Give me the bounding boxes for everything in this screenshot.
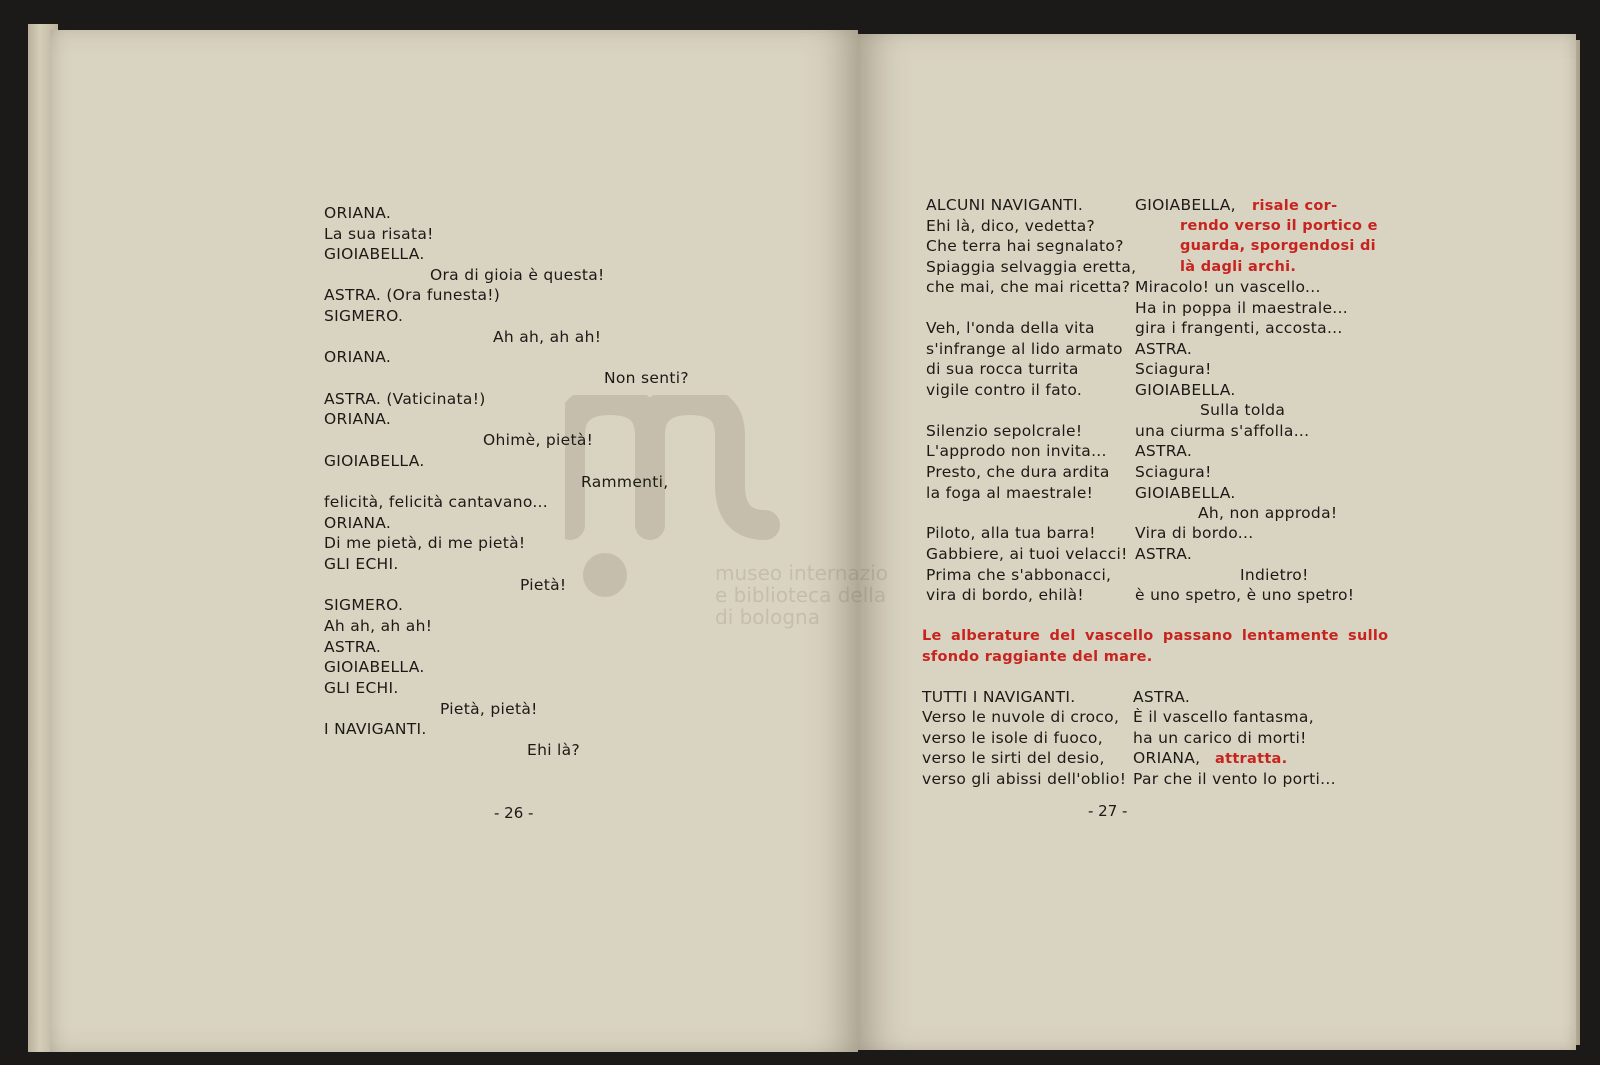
- text-line: Prima che s'abbonacci,: [926, 566, 1112, 584]
- text-line: una ciurma s'affolla...: [1135, 422, 1310, 440]
- text-line: Spiaggia selvaggia eretta,: [926, 258, 1137, 276]
- page-number: - 26 -: [494, 804, 534, 822]
- stage-direction: Le alberature del vascello passano lentamente sullo: [922, 628, 1389, 644]
- text-line: ORIANA.: [324, 204, 392, 222]
- text-line: Sulla tolda: [1200, 401, 1286, 419]
- text-line: È il vascello fantasma,: [1133, 708, 1314, 726]
- text-line: vigile contro il fato.: [926, 381, 1083, 399]
- text-line: ASTRA.: [1135, 442, 1193, 460]
- text-line: Verso le nuvole di croco,: [922, 708, 1120, 726]
- text-line: ASTRA.: [324, 638, 382, 656]
- text-line: Rammenti,: [581, 473, 669, 491]
- text-line: Veh, l'onda della vita: [926, 319, 1095, 337]
- text-line: felicità, felicità cantavano...: [324, 493, 549, 511]
- text-line: ASTRA.: [1133, 688, 1191, 706]
- text-line: Par che il vento lo porti...: [1133, 770, 1336, 788]
- text-line: La sua risata!: [324, 225, 434, 243]
- text-line: GLI ECHI.: [324, 555, 399, 573]
- text-line: gira i frangenti, accosta...: [1135, 319, 1343, 337]
- text-line: Ah ah, ah ah!: [324, 617, 433, 635]
- text-line: Ehi là?: [527, 741, 580, 759]
- text-line: ORIANA.: [324, 514, 392, 532]
- text-line: Indietro!: [1240, 566, 1309, 584]
- watermark-line: e biblioteca della: [715, 583, 887, 607]
- character-name: GIOIABELLA,: [1135, 196, 1236, 214]
- text-line: ASTRA.: [1135, 340, 1193, 358]
- text-line: Piloto, alla tua barra!: [926, 524, 1096, 542]
- text-line: Presto, che dura ardita: [926, 463, 1110, 481]
- text-line: GIOIABELLA.: [1135, 484, 1236, 502]
- stage-direction: guarda, sporgendosi di: [1180, 238, 1376, 254]
- text-line: ASTRA. (Vaticinata!): [324, 390, 486, 408]
- stage-direction: sfondo raggiante del mare.: [922, 649, 1153, 665]
- text-line: Ehi là, dico, vedetta?: [926, 217, 1096, 235]
- text-line: Sciagura!: [1135, 463, 1212, 481]
- text-line: di sua rocca turrita: [926, 360, 1079, 378]
- museum-watermark: [565, 395, 925, 635]
- text-line: ha un carico di morti!: [1133, 729, 1307, 747]
- text-line: Ah, non approda!: [1198, 504, 1338, 522]
- text-line: la foga al maestrale!: [926, 484, 1094, 502]
- text-line: SIGMERO.: [324, 596, 404, 614]
- text-line: Ohimè, pietà!: [483, 431, 594, 449]
- text-line: I NAVIGANTI.: [324, 720, 427, 738]
- text-line: vira di bordo, ehilà!: [926, 586, 1084, 604]
- text-line: che mai, che mai ricetta?: [926, 278, 1131, 296]
- text-line: GIOIABELLA.: [1135, 381, 1236, 399]
- watermark-line: di bologna: [715, 605, 820, 629]
- text-line: s'infrange al lido armato: [926, 340, 1123, 358]
- stage-direction: rendo verso il portico e: [1180, 218, 1378, 234]
- page-number: - 27 -: [1088, 802, 1128, 820]
- text-line: TUTTI I NAVIGANTI.: [922, 688, 1076, 706]
- stage-direction: attratta.: [1215, 751, 1288, 767]
- text-line: Vira di bordo...: [1135, 524, 1254, 542]
- text-line: L'approdo non invita...: [926, 442, 1107, 460]
- text-line: GIOIABELLA.: [324, 658, 425, 676]
- stage-direction: risale cor-: [1252, 198, 1338, 214]
- text-line: Che terra hai segnalato?: [926, 237, 1124, 255]
- character-name: ORIANA,: [1133, 749, 1201, 767]
- text-line: ASTRA.: [1135, 545, 1193, 563]
- text-line: Gabbiere, ai tuoi velacci!: [926, 545, 1128, 563]
- stage-direction: là dagli archi.: [1180, 259, 1297, 275]
- text-line: Ah ah, ah ah!: [493, 328, 602, 346]
- text-line: Ora di gioia è questa!: [430, 266, 605, 284]
- text-line: verso gli abissi dell'oblio!: [922, 770, 1127, 788]
- text-line: ALCUNI NAVIGANTI.: [926, 196, 1084, 214]
- text-line: Di me pietà, di me pietà!: [324, 534, 526, 552]
- text-line: Pietà, pietà!: [440, 700, 538, 718]
- text-line: Pietà!: [520, 576, 567, 594]
- text-line: GIOIABELLA.: [324, 452, 425, 470]
- text-line: Miracolo! un vascello...: [1135, 278, 1321, 296]
- text-line: verso le isole di fuoco,: [922, 729, 1103, 747]
- text-line: Sciagura!: [1135, 360, 1212, 378]
- text-line: SIGMERO.: [324, 307, 404, 325]
- text-line: Silenzio sepolcrale!: [926, 422, 1083, 440]
- right-page: [858, 34, 1576, 1050]
- text-line: è uno spetro, è uno spetro!: [1135, 586, 1355, 604]
- text-line: ORIANA.: [324, 410, 392, 428]
- text-line: Ha in poppa il maestrale...: [1135, 299, 1348, 317]
- text-line: GLI ECHI.: [324, 679, 399, 697]
- text-line: verso le sirti del desio,: [922, 749, 1105, 767]
- text-line: ORIANA.: [324, 348, 392, 366]
- text-line: Non senti?: [604, 369, 689, 387]
- watermark-line: museo internazio: [715, 561, 888, 585]
- text-line: ASTRA. (Ora funesta!): [324, 286, 501, 304]
- text-line: GIOIABELLA.: [324, 245, 425, 263]
